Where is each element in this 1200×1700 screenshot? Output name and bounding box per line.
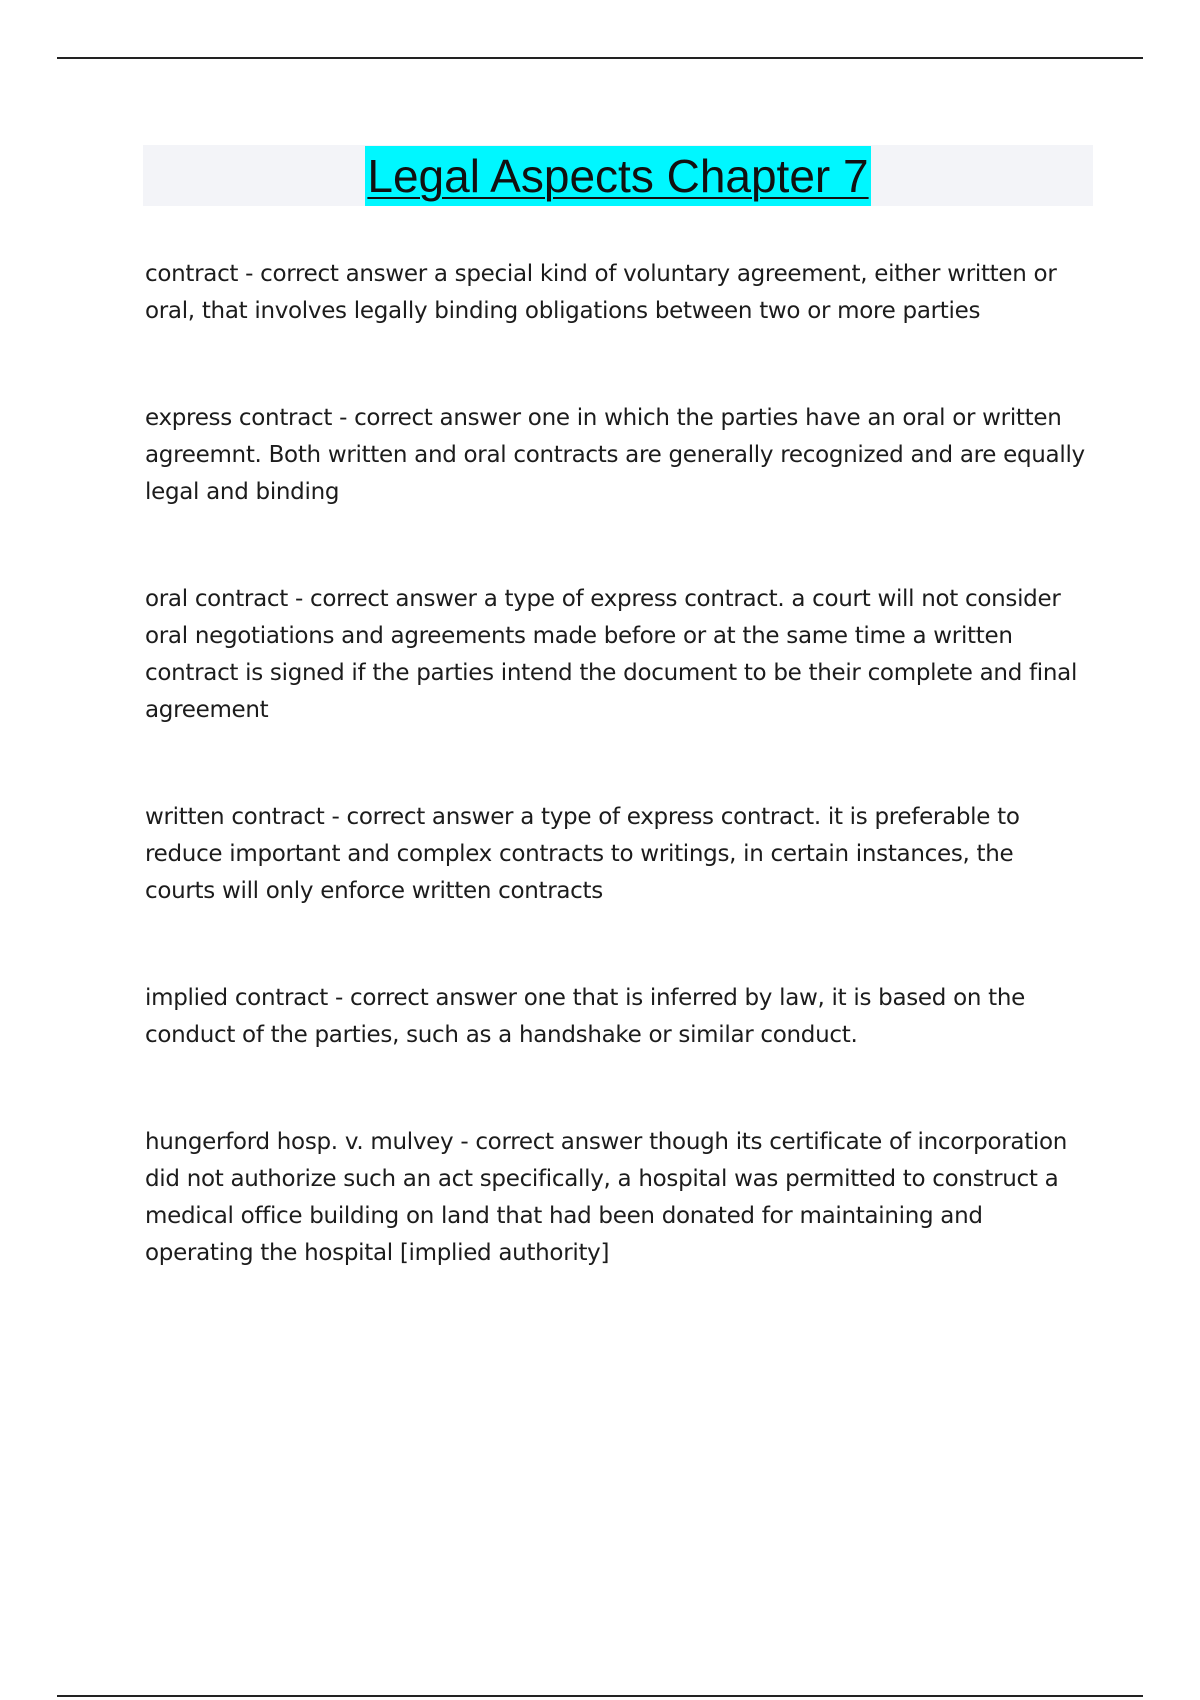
bottom-rule [57,1695,1143,1697]
document-title: Legal Aspects Chapter 7 [365,146,870,206]
entry-implied-contract: implied contract - correct answer one that is inferred by law, it is based on the conduct of the parties, such as a handshake or similar conduct. [145,985,1025,1048]
top-rule [57,57,1143,59]
entry-contract: contract - correct answer a special kind of voluntary agreement, either written or oral, that involves legally binding obligations between two or more parties [145,261,1057,324]
entry-express-contract: express contract - correct answer one in which the parties have an oral or written agreemnt. Both written and oral contracts are generally recognized and are equally legal and binding [145,405,1085,505]
title-band [143,145,1093,206]
entry-written-contract: written contract - correct answer a type of express contract. it is preferable to reduce important and complex contracts to writings, in certain instances, the courts will only enforce written contracts [145,804,1020,904]
entry-hungerford-hosp: hungerford hosp. v. mulvey - correct answer though its certificate of incorporation did not authorize such an act specifically, a hospital was permitted to construct a medical office building on land that had been donated for maintaining and operating the hospital [implied authority] [145,1129,1068,1266]
flashcard-list [145,256,1090,1342]
entry-oral-contract: oral contract - correct answer a type of express contract. a court will not consider oral negotiations and agreements made before or at the same time a written contract is signed if the parties intend the document to be their complete and final agreement [145,586,1078,723]
